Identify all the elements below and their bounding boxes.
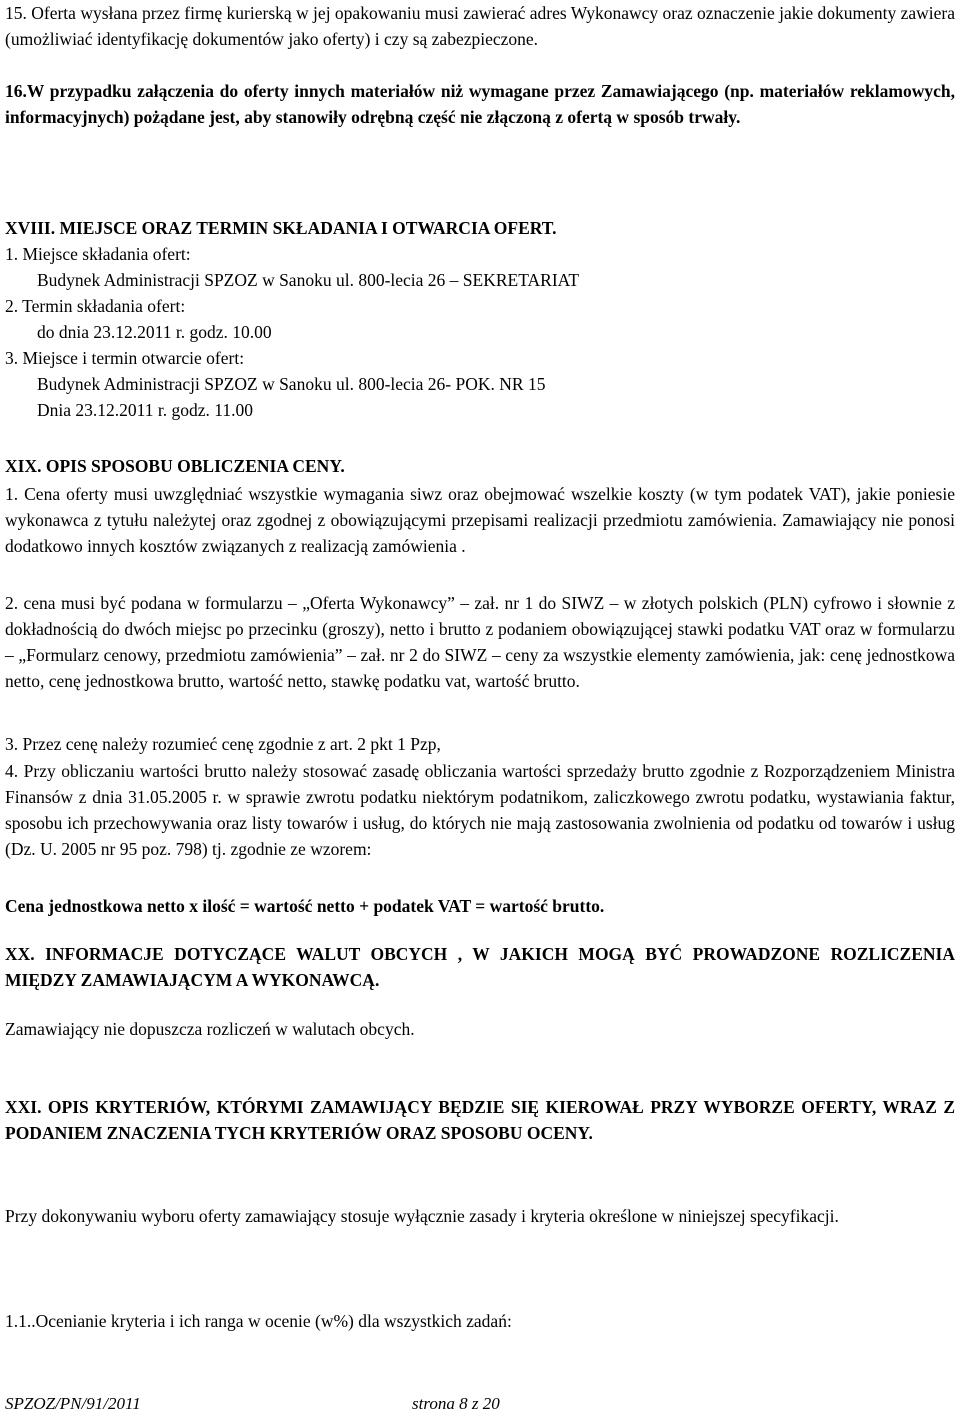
- s19-formula: Cena jednostkowa netto x ilość = wartość netto + podatek VAT = wartość brutto.: [5, 896, 605, 916]
- s18-item-2-label: 2. Termin składania ofert:: [5, 296, 186, 316]
- page-footer: [5, 1391, 500, 1417]
- footer-page-number: strona 8 z 20: [412, 1394, 500, 1413]
- s19-paragraph-1: 1. Cena oferty musi uwzględniać wszystkie wymagania siwz oraz obejmować wszelkie koszty (w tym podatek VAT), jakie poniesie wykonawca z tytułu należytej oraz zgodnej z obowiązującymi przepisami realizacji przedmiotu zamówienia. Zamawiający nie ponosi dodatkowo innych kosztów związanych z realizacją zamówienia .: [5, 484, 955, 556]
- section-xix-heading: XIX. OPIS SPOSOBU OBLICZENIA CENY.: [5, 456, 345, 476]
- s18-item-1-value: Budynek Administracji SPZOZ w Sanoku ul. 800-lecia 26 – SEKRETARIAT: [37, 270, 580, 290]
- s19-paragraph-4: 4. Przy obliczaniu wartości brutto należy stosować zasadę obliczania wartości sprzedaży brutto zgodnie z Rozporządzeniem Ministra Finansów z dnia 31.05.2005 r. w sprawie zwrotu podatku niektórym podatnikom, zaliczkowego zwrotu podatku, wystawiania faktur, sposobu ich przechowywania oraz listy towarów i usług, do których nie mają zastosowania zwolnienia od podatku od towarów i usług (Dz. U. 2005 nr 95 poz. 798) tj. zgodnie ze wzorem:: [5, 761, 955, 859]
- paragraph-16: 16.W przypadku załączenia do oferty innych materiałów niż wymagane przez Zamawiającego (np. materiałów reklamowych, informacyjnych) pożądane jest, aby stanowiły odrębną część nie złączoną z ofertą w sposób trwały.: [5, 81, 955, 127]
- s20-paragraph: Zamawiający nie dopuszcza rozliczeń w walutach obcych.: [5, 1019, 415, 1039]
- footer-reference: SPZOZ/PN/91/2011: [5, 1394, 141, 1413]
- s19-paragraph-3: 3. Przez cenę należy rozumieć cenę zgodnie z art. 2 pkt 1 Pzp,: [5, 734, 441, 754]
- section-xviii-heading: XVIII. MIEJSCE ORAZ TERMIN SKŁADANIA I OTWARCIA OFERT.: [5, 218, 557, 238]
- section-xx-heading: XX. INFORMACJE DOTYCZĄCE WALUT OBCYCH , W JAKICH MOGĄ BYĆ PROWADZONE ROZLICZENIA MIĘDZY ZAMAWIAJĄCYM A WYKONAWCĄ.: [5, 944, 955, 990]
- s21-paragraph: Przy dokonywaniu wyboru oferty zamawiający stosuje wyłącznie zasady i kryteria określone w niniejszej specyfikacji.: [5, 1206, 839, 1226]
- s18-item-3-label: 3. Miejsce i termin otwarcie ofert:: [5, 348, 245, 368]
- s18-item-3-value-1: Budynek Administracji SPZOZ w Sanoku ul. 800-lecia 26- POK. NR 15: [37, 374, 546, 394]
- paragraph-15: 15. Oferta wysłana przez firmę kurierską w jej opakowaniu musi zawierać adres Wykonawcy oraz oznaczenie jakie dokumenty zawiera (umożliwiać identyfikację dokumentów jako oferty) i czy są zabezpieczone.: [5, 3, 956, 49]
- s19-paragraph-2: 2. cena musi być podana w formularzu – „Oferta Wykonawcy” – zał. nr 1 do SIWZ – w złotych polskich (PLN) cyfrowo i słownie z dokładnością do dwóch miejsc po przecinku (groszy), netto i brutto z podaniem obowiązującej stawki podatku VAT oraz w formularzu – „Formularz cenowy, przedmiotu zamówienia” – zał. nr 2 do SIWZ – ceny za wszystkie elementy zamówienia, jak: cenę jednostkowa netto, cenę jednostkowa brutto, wartość netto, stawkę podatku vat, wartość brutto.: [5, 593, 955, 691]
- s21-subheading: 1.1..Ocenianie kryteria i ich ranga w ocenie (w%) dla wszystkich zadań:: [5, 1311, 512, 1331]
- s18-item-1-label: 1. Miejsce składania ofert:: [5, 244, 191, 264]
- s18-item-3-value-2: Dnia 23.12.2011 r. godz. 11.00: [37, 400, 253, 420]
- section-xxi-heading: XXI. OPIS KRYTERIÓW, KTÓRYMI ZAMAWIJĄCY BĘDZIE SIĘ KIEROWAŁ PRZY WYBORZE OFERTY, WRAZ Z PODANIEM ZNACZENIA TYCH KRYTERIÓW ORAZ SPOSOBU OCENY.: [5, 1097, 955, 1143]
- s18-item-2-value: do dnia 23.12.2011 r. godz. 10.00: [37, 322, 272, 342]
